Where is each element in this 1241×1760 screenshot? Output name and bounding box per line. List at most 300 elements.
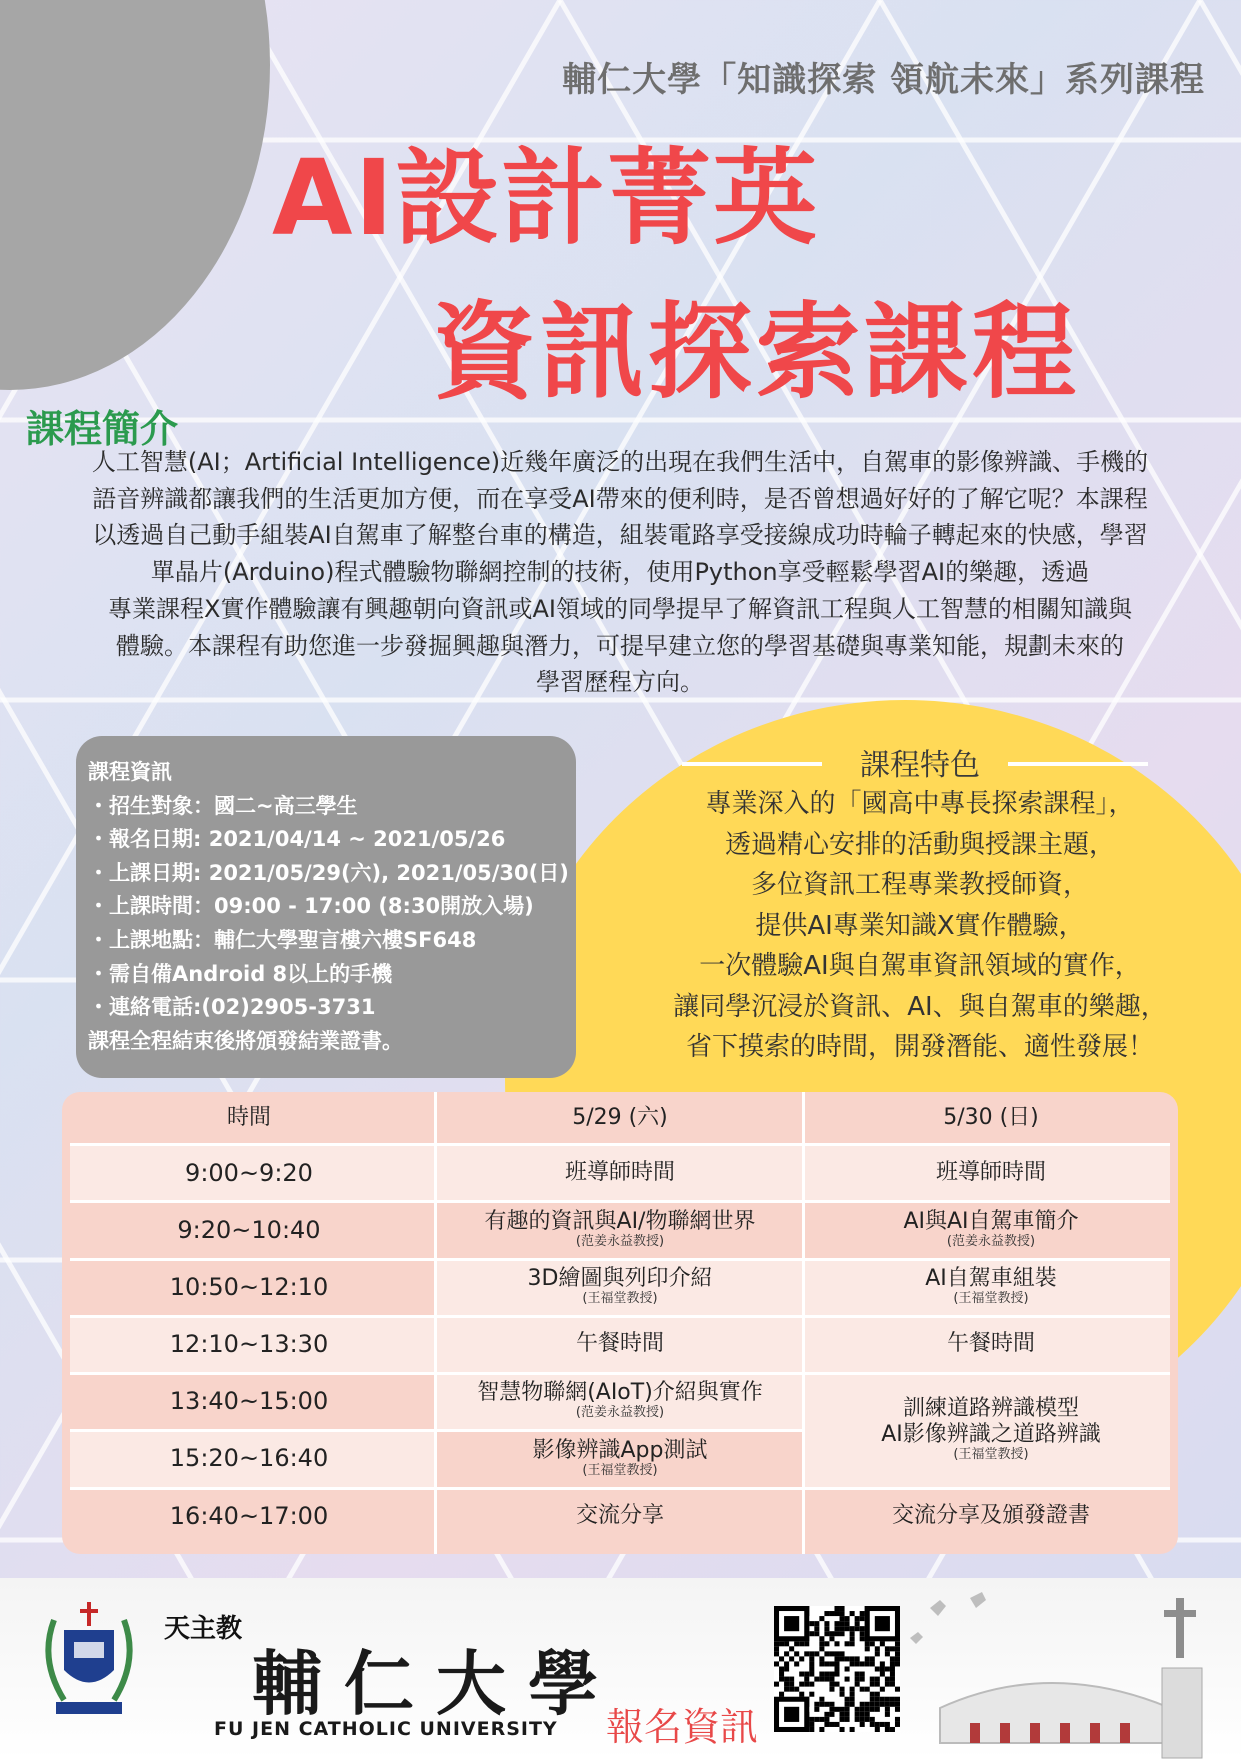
time-cell bbox=[62, 1258, 436, 1315]
qr-module bbox=[819, 1616, 824, 1621]
qr-module bbox=[784, 1677, 789, 1682]
qr-module bbox=[840, 1606, 845, 1611]
qr-module bbox=[829, 1611, 834, 1616]
qr-module bbox=[774, 1641, 779, 1646]
qr-module bbox=[804, 1677, 809, 1682]
qr-module bbox=[804, 1672, 809, 1677]
qr-module bbox=[784, 1641, 789, 1646]
intro-line: 體驗。本課程有助您進一步發掘興趣與潛力，可提早建立您的學習基礎與專業知能，規劃未來的 bbox=[116, 631, 1124, 660]
qr-module bbox=[845, 1626, 850, 1631]
qr-module bbox=[779, 1641, 784, 1646]
time-cell bbox=[62, 1201, 436, 1258]
qr-module bbox=[845, 1677, 850, 1682]
qr-module bbox=[840, 1656, 845, 1661]
qr-module bbox=[799, 1672, 804, 1677]
qr-module bbox=[890, 1656, 895, 1661]
qr-module bbox=[809, 1717, 814, 1722]
session-title: 午餐時間 bbox=[575, 1330, 664, 1356]
qr-module bbox=[819, 1697, 824, 1702]
university-name-en: FU JEN CATHOLIC UNIVERSITY bbox=[214, 1718, 558, 1740]
main-title-line2: 資訊探索課程 bbox=[432, 291, 1081, 413]
qr-module bbox=[855, 1707, 860, 1712]
qr-module bbox=[809, 1672, 814, 1677]
qr-module bbox=[890, 1666, 895, 1671]
qr-module bbox=[885, 1722, 890, 1727]
qr-module bbox=[824, 1702, 829, 1707]
qr-module bbox=[829, 1682, 834, 1687]
qr-module bbox=[829, 1661, 834, 1666]
qr-module bbox=[779, 1677, 784, 1682]
qr-module bbox=[870, 1641, 875, 1646]
intro-line: 以透過自己動手組裝AI自駕車了解整台車的構造，組裝電路享受接線成功時輪子轉起來的快感，學習 bbox=[92, 521, 1148, 550]
qr-module bbox=[855, 1672, 860, 1677]
qr-module bbox=[814, 1621, 819, 1626]
qr-module bbox=[834, 1651, 839, 1656]
qr-module bbox=[880, 1722, 885, 1727]
qr-module bbox=[794, 1687, 799, 1692]
qr-module bbox=[824, 1661, 829, 1666]
qr-module bbox=[779, 1666, 784, 1671]
qr-module bbox=[870, 1692, 875, 1697]
time-label: 9:20~10:40 bbox=[177, 1215, 321, 1244]
qr-module bbox=[834, 1631, 839, 1636]
qr-module bbox=[875, 1692, 880, 1697]
intro-heading: 課程簡介 bbox=[26, 407, 179, 451]
session-title: 班導師時間 bbox=[935, 1159, 1046, 1185]
qr-module bbox=[890, 1661, 895, 1666]
qr-module bbox=[840, 1692, 845, 1697]
info-item: ・連絡電話:(02)2905-3731 bbox=[88, 995, 376, 1020]
qr-module bbox=[840, 1727, 845, 1732]
session-title: 3D繪圖與列印介紹 bbox=[527, 1266, 713, 1292]
qr-module bbox=[870, 1697, 875, 1702]
qr-module bbox=[784, 1651, 789, 1656]
session-cell bbox=[436, 1487, 804, 1544]
qr-module bbox=[824, 1641, 829, 1646]
qr-module bbox=[840, 1631, 845, 1636]
series-title: 輔仁大學「知識探索 領航未來」系列課程 bbox=[562, 60, 1205, 100]
qr-module bbox=[834, 1666, 839, 1671]
qr-module bbox=[829, 1707, 834, 1712]
university-name-cn: 輔仁大學 bbox=[252, 1642, 620, 1725]
qr-module bbox=[860, 1722, 865, 1727]
qr-module bbox=[890, 1697, 895, 1702]
qr-module bbox=[809, 1727, 814, 1732]
session-instructor: (范姜永益教授) bbox=[946, 1234, 1036, 1250]
qr-module bbox=[885, 1666, 890, 1671]
qr-module bbox=[819, 1646, 824, 1651]
qr-module bbox=[850, 1661, 855, 1666]
session-title: 交流分享及頒發證書 bbox=[891, 1502, 1090, 1528]
qr-module bbox=[845, 1666, 850, 1671]
qr-module bbox=[814, 1702, 819, 1707]
intro-line: 單晶片(Arduino)程式體驗物聯網控制的技術，使用Python享受輕鬆學習AI的樂趣，透過 bbox=[150, 558, 1090, 587]
qr-module bbox=[845, 1707, 850, 1712]
qr-module bbox=[845, 1702, 850, 1707]
qr-module bbox=[834, 1611, 839, 1616]
qr-module bbox=[875, 1677, 880, 1682]
qr-module bbox=[824, 1626, 829, 1631]
qr-module bbox=[880, 1702, 885, 1707]
qr-module bbox=[824, 1631, 829, 1636]
qr-module bbox=[875, 1727, 880, 1732]
qr-module bbox=[885, 1682, 890, 1687]
feature-line: 透過精心安排的活動與授課主題， bbox=[724, 829, 1115, 860]
qr-module bbox=[834, 1661, 839, 1666]
time-cell bbox=[62, 1315, 436, 1372]
schedule-header-day1 bbox=[436, 1092, 804, 1144]
qr-module bbox=[829, 1722, 834, 1727]
schedule-header-time bbox=[62, 1092, 436, 1144]
qr-module bbox=[774, 1661, 779, 1666]
qr-module bbox=[870, 1702, 875, 1707]
qr-module bbox=[850, 1636, 855, 1641]
qr-module bbox=[845, 1697, 850, 1702]
qr-module bbox=[799, 1641, 804, 1646]
qr-module bbox=[784, 1661, 789, 1666]
info-item: ・招生對象：國二~高三學生 bbox=[88, 793, 358, 818]
qr-module bbox=[834, 1672, 839, 1677]
qr-module bbox=[819, 1661, 824, 1666]
qr-module bbox=[865, 1661, 870, 1666]
qr-module bbox=[809, 1651, 814, 1656]
qr-module bbox=[890, 1682, 895, 1687]
info-note: 課程全程結束後將頒發結業證書。 bbox=[88, 1028, 403, 1053]
qr-module bbox=[855, 1677, 860, 1682]
qr-module bbox=[885, 1702, 890, 1707]
qr-module bbox=[774, 1682, 779, 1687]
session-cell bbox=[804, 1258, 1178, 1315]
qr-module bbox=[860, 1611, 865, 1616]
session-cell bbox=[436, 1429, 804, 1487]
session-instructor: (王福堂教授) bbox=[582, 1462, 658, 1478]
qr-module bbox=[824, 1672, 829, 1677]
qr-module bbox=[860, 1661, 865, 1666]
session-title: 班導師時間 bbox=[564, 1159, 675, 1185]
qr-module bbox=[855, 1682, 860, 1687]
qr-module bbox=[870, 1707, 875, 1712]
qr-module bbox=[784, 1687, 789, 1692]
qr-module bbox=[819, 1727, 824, 1732]
qr-module bbox=[840, 1651, 845, 1656]
header-label: 時間 bbox=[226, 1105, 271, 1131]
qr-module bbox=[814, 1626, 819, 1631]
qr-module bbox=[875, 1651, 880, 1656]
qr-module bbox=[875, 1707, 880, 1712]
qr-module bbox=[784, 1616, 799, 1631]
campus-building-illustration bbox=[900, 1578, 1241, 1760]
qr-module bbox=[829, 1631, 834, 1636]
session-instructor: (范姜永益教授) bbox=[575, 1405, 665, 1421]
qr-module bbox=[850, 1692, 855, 1697]
qr-module bbox=[870, 1682, 875, 1687]
info-item: ・上課地點：輔仁大學聖言樓六樓SF648 bbox=[88, 927, 477, 952]
time-label: 12:10~13:30 bbox=[169, 1329, 329, 1358]
session-title: 交流分享 bbox=[575, 1502, 664, 1528]
qr-module bbox=[794, 1641, 799, 1646]
qr-module bbox=[804, 1641, 809, 1646]
qr-module bbox=[880, 1687, 885, 1692]
features-title: 課程特色 bbox=[860, 748, 980, 783]
qr-module bbox=[850, 1641, 855, 1646]
info-item: ・報名日期: 2021/04/14 ~ 2021/05/26 bbox=[88, 827, 506, 852]
intro-line: 學習歷程方向。 bbox=[536, 668, 704, 697]
info-item: ・需自備Android 8以上的手機 bbox=[88, 961, 393, 986]
qr-module bbox=[804, 1651, 809, 1656]
time-cell bbox=[62, 1429, 436, 1487]
session-title: 有趣的資訊與AI/物聯網世界 bbox=[484, 1209, 756, 1235]
qr-module bbox=[804, 1682, 809, 1687]
qr-module bbox=[799, 1656, 804, 1661]
qr-module bbox=[824, 1611, 829, 1616]
qr-module bbox=[860, 1702, 865, 1707]
session-title: 訓練道路辨識模型 bbox=[902, 1396, 1079, 1422]
qr-module bbox=[865, 1656, 870, 1661]
qr-module bbox=[819, 1672, 824, 1677]
session-cell bbox=[436, 1144, 804, 1201]
header-label: 5/29 (六) bbox=[572, 1105, 668, 1131]
session-instructor: (王福堂教授) bbox=[582, 1291, 658, 1307]
qr-module bbox=[834, 1626, 839, 1631]
session-title: 智慧物聯網(AIoT)介紹與實作 bbox=[477, 1380, 763, 1406]
course-features bbox=[600, 740, 1240, 1068]
qr-module bbox=[850, 1687, 855, 1692]
qr-module bbox=[845, 1616, 850, 1621]
session-title: AI自駕車組裝 bbox=[925, 1266, 1057, 1292]
feature-line: 提供AI專業知識X實作體驗， bbox=[755, 910, 1085, 941]
session-cell bbox=[804, 1487, 1178, 1544]
qr-module bbox=[885, 1727, 890, 1732]
qr-module bbox=[814, 1677, 819, 1682]
qr-module bbox=[865, 1646, 870, 1651]
qr-module bbox=[860, 1616, 865, 1621]
qr-module bbox=[855, 1626, 860, 1631]
qr-module bbox=[865, 1707, 870, 1712]
qr-module bbox=[824, 1651, 829, 1656]
qr-module bbox=[860, 1636, 865, 1641]
qr-module bbox=[875, 1682, 880, 1687]
qr-module bbox=[880, 1641, 885, 1646]
divider bbox=[1008, 762, 1148, 766]
qr-module bbox=[834, 1606, 839, 1611]
qr-module bbox=[819, 1677, 824, 1682]
qr-module bbox=[834, 1707, 839, 1712]
qr-module bbox=[885, 1707, 890, 1712]
info-item: ・上課日期: 2021/05/29(六), 2021/05/30(日) bbox=[88, 860, 569, 885]
qr-module bbox=[865, 1712, 870, 1717]
qr-module bbox=[855, 1656, 860, 1661]
qr-module bbox=[824, 1621, 829, 1626]
qr-module bbox=[855, 1616, 860, 1621]
qr-module bbox=[865, 1702, 870, 1707]
qr-module bbox=[850, 1656, 855, 1661]
main-title-line1: AI設計菁英 bbox=[272, 137, 820, 259]
time-cell bbox=[62, 1487, 436, 1544]
qr-module bbox=[829, 1651, 834, 1656]
session-cell bbox=[804, 1315, 1178, 1372]
qr-module bbox=[865, 1687, 870, 1692]
qr-module bbox=[875, 1722, 880, 1727]
feature-line: 省下摸索的時間，開發潛能、適性發展！ bbox=[685, 1032, 1154, 1062]
footer bbox=[0, 1578, 1241, 1760]
intro-line: 人工智慧(AI；Artificial Intelligence)近幾年廣泛的出現在我們生活中，自駕車的影像辨識、手機的 bbox=[91, 448, 1149, 476]
qr-module bbox=[809, 1692, 814, 1697]
feature-line: 專業深入的「國高中專長探索課程」， bbox=[705, 789, 1135, 819]
info-item: ・上課時間：09:00 - 17:00 (8:30開放入場) bbox=[88, 894, 534, 919]
session-cell bbox=[804, 1144, 1178, 1201]
qr-module bbox=[870, 1677, 875, 1682]
qr-module bbox=[809, 1621, 814, 1626]
qr-module bbox=[819, 1717, 824, 1722]
intro-body bbox=[20, 444, 1220, 701]
session-cell bbox=[436, 1201, 804, 1258]
qr-module bbox=[814, 1631, 819, 1636]
qr-module bbox=[779, 1656, 784, 1661]
qr-module bbox=[870, 1717, 875, 1722]
info-heading: 課程資訊 bbox=[88, 760, 172, 784]
intro-line: 語音辨識都讓我們的生活更加方便，而在享受AI帶來的便利時，是否曾想過好好的了解它呢？本課程 bbox=[92, 484, 1148, 513]
qr-module bbox=[885, 1697, 890, 1702]
qr-module bbox=[819, 1641, 824, 1646]
signup-label: 報名資訊 bbox=[606, 1705, 759, 1749]
qr-module bbox=[880, 1697, 885, 1702]
qr-module bbox=[809, 1661, 814, 1666]
qr-module bbox=[845, 1712, 850, 1717]
schedule-table bbox=[62, 1092, 1178, 1554]
time-label: 15:20~16:40 bbox=[169, 1444, 329, 1472]
qr-module bbox=[860, 1677, 865, 1682]
qr-module bbox=[890, 1677, 895, 1682]
qr-module bbox=[865, 1717, 870, 1722]
qr-module bbox=[860, 1707, 865, 1712]
qr-module bbox=[845, 1656, 850, 1661]
qr-module bbox=[880, 1661, 885, 1666]
qr-module bbox=[789, 1646, 794, 1651]
qr-module bbox=[845, 1621, 850, 1626]
qr-module bbox=[794, 1661, 799, 1666]
session-title: 影像辨識App測試 bbox=[532, 1437, 708, 1463]
qr-module bbox=[794, 1651, 799, 1656]
session-instructor: (王福堂教授) bbox=[953, 1291, 1029, 1307]
session-cell bbox=[804, 1372, 1178, 1487]
qr-module bbox=[860, 1687, 865, 1692]
qr-module bbox=[840, 1717, 845, 1722]
qr-module bbox=[860, 1631, 865, 1636]
qr-module bbox=[890, 1727, 895, 1732]
schedule-header-day2 bbox=[804, 1092, 1178, 1144]
qr-module bbox=[824, 1717, 829, 1722]
qr-module bbox=[779, 1672, 784, 1677]
qr-module bbox=[779, 1692, 784, 1697]
qr-module bbox=[865, 1641, 870, 1646]
session-title: AI與AI自駕車簡介 bbox=[903, 1209, 1079, 1235]
qr-module bbox=[809, 1666, 814, 1671]
qr-module bbox=[774, 1646, 779, 1651]
qr-module bbox=[855, 1712, 860, 1717]
qr-module bbox=[890, 1646, 895, 1651]
qr-module bbox=[880, 1672, 885, 1677]
qr-module bbox=[789, 1687, 794, 1692]
qr-module bbox=[829, 1712, 834, 1717]
qr-module bbox=[875, 1697, 880, 1702]
qr-module bbox=[840, 1616, 845, 1621]
qr-module bbox=[824, 1677, 829, 1682]
qr-module bbox=[809, 1631, 814, 1636]
feature-line: 讓同學沉浸於資訊、AI、與自駕車的樂趣， bbox=[673, 991, 1167, 1022]
qr-module bbox=[840, 1712, 845, 1717]
qr-module bbox=[824, 1712, 829, 1717]
qr-module bbox=[840, 1626, 845, 1631]
qr-module bbox=[784, 1666, 789, 1671]
qr-module bbox=[799, 1692, 804, 1697]
qr-module bbox=[850, 1631, 855, 1636]
time-label: 13:40~15:00 bbox=[169, 1386, 329, 1415]
qr-module bbox=[875, 1702, 880, 1707]
feature-line: 多位資訊工程專業教授師資， bbox=[750, 870, 1089, 900]
qr-module bbox=[875, 1646, 880, 1651]
header-label: 5/30 (日) bbox=[943, 1105, 1039, 1131]
qr-module bbox=[885, 1651, 890, 1656]
feature-line: 一次體驗AI與自駕車資訊領域的實作， bbox=[699, 951, 1141, 981]
qr-module bbox=[850, 1611, 855, 1616]
qr-module bbox=[809, 1722, 814, 1727]
qr-module bbox=[789, 1677, 794, 1682]
qr-module bbox=[850, 1697, 855, 1702]
signup-qr-code[interactable] bbox=[774, 1606, 900, 1732]
qr-module bbox=[850, 1727, 855, 1732]
session-title: 午餐時間 bbox=[946, 1330, 1035, 1356]
qr-module bbox=[814, 1651, 819, 1656]
qr-module bbox=[845, 1717, 850, 1722]
qr-module bbox=[819, 1702, 824, 1707]
qr-module bbox=[834, 1682, 839, 1687]
intro-line: 專業課程X實作體驗讓有興趣朝向資訊或AI領域的同學提早了解資訊工程與人工智慧的相關知識與 bbox=[108, 594, 1132, 623]
qr-module bbox=[784, 1682, 789, 1687]
qr-module bbox=[870, 1656, 875, 1661]
session-cell bbox=[436, 1258, 804, 1315]
time-label: 9:00~9:20 bbox=[185, 1158, 313, 1187]
qr-module bbox=[829, 1672, 834, 1677]
university-crest-logo bbox=[34, 1600, 144, 1720]
qr-module bbox=[860, 1626, 865, 1631]
qr-module bbox=[885, 1677, 890, 1682]
qr-module bbox=[834, 1641, 839, 1646]
qr-module bbox=[829, 1636, 834, 1641]
qr-module bbox=[819, 1636, 824, 1641]
catholic-label: 天主教 bbox=[164, 1614, 243, 1644]
qr-module bbox=[850, 1702, 855, 1707]
qr-module bbox=[840, 1707, 845, 1712]
qr-module bbox=[840, 1621, 845, 1626]
time-label: 10:50~12:10 bbox=[169, 1272, 329, 1301]
qr-module bbox=[834, 1656, 839, 1661]
time-label: 16:40~17:00 bbox=[169, 1501, 329, 1530]
qr-module bbox=[855, 1717, 860, 1722]
qr-module bbox=[855, 1621, 860, 1626]
session-cell bbox=[436, 1372, 804, 1429]
session-instructor: (范姜永益教授) bbox=[575, 1234, 665, 1250]
course-info-box bbox=[76, 736, 576, 1078]
qr-module bbox=[845, 1641, 850, 1646]
session-cell bbox=[436, 1315, 804, 1372]
qr-module bbox=[855, 1661, 860, 1666]
qr-module bbox=[789, 1656, 794, 1661]
qr-module bbox=[890, 1672, 895, 1677]
qr-module bbox=[809, 1656, 814, 1661]
qr-module bbox=[819, 1656, 824, 1661]
qr-module bbox=[824, 1722, 829, 1727]
qr-module bbox=[870, 1722, 875, 1727]
